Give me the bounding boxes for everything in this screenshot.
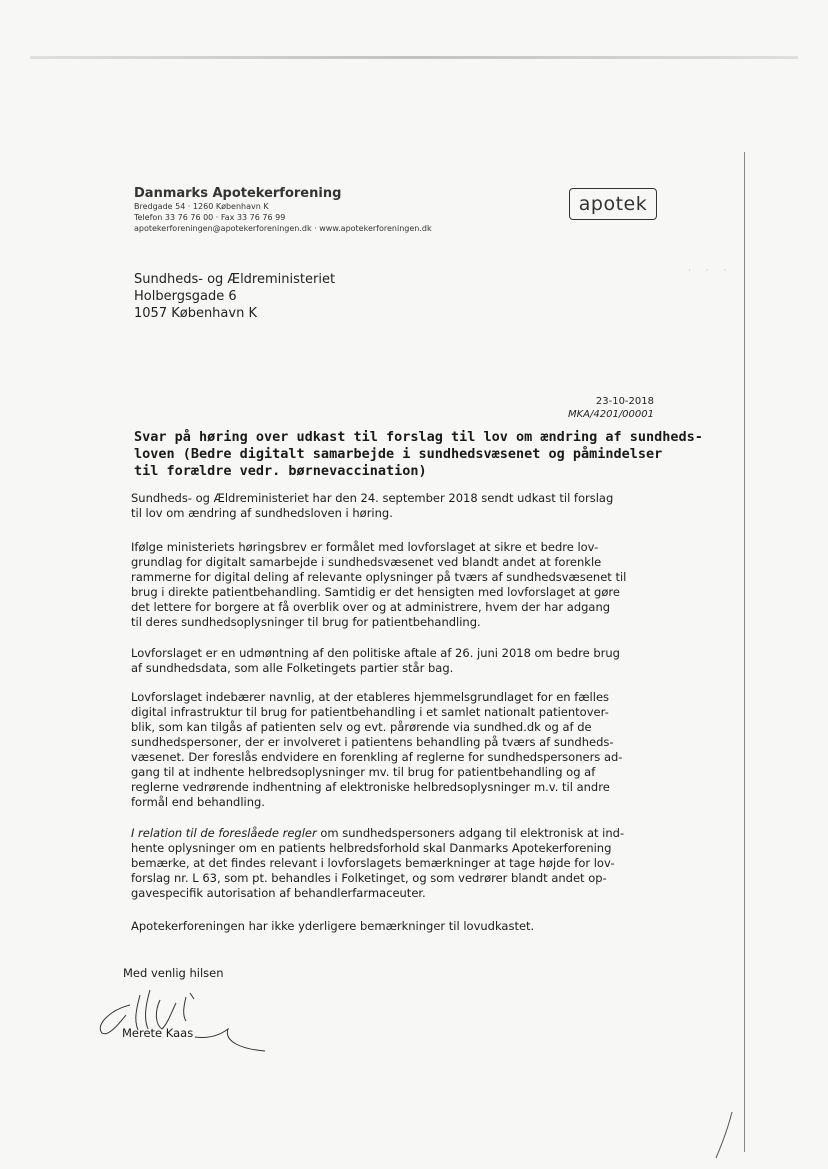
body-line: Apotekerforeningen har ikke yderligere bemærkninger til lovudkastet. bbox=[131, 919, 535, 933]
paragraph-5 bbox=[131, 826, 624, 901]
body-line: rammerne for digital deling af relevante oplysninger på tværs af sundhedsvæsenet til bbox=[131, 570, 627, 584]
body-line: til deres sundhedsoplysninger til brug for patientbehandling. bbox=[131, 615, 481, 629]
body-line: Lovforslaget indebærer navnlig, at der etableres hjemmelsgrundlaget for en fælles bbox=[131, 690, 610, 704]
reference-number: MKA/4201/00001 bbox=[567, 409, 654, 420]
body-line: sundhedspersoner, der er involveret i patientens behandling på tværs af sundheds- bbox=[131, 735, 614, 749]
paragraph-3 bbox=[131, 646, 620, 676]
closing-greeting: Med venlig hilsen bbox=[123, 966, 224, 980]
letter-title bbox=[134, 429, 703, 480]
body-line: gavespecifik autorisation af behandlerfarmaceuter. bbox=[131, 886, 426, 900]
signer-name: Merete Kaas bbox=[122, 1026, 194, 1040]
title-line: til forældre vedr. børnevaccination) bbox=[134, 463, 427, 479]
paragraph-1 bbox=[131, 491, 613, 521]
org-phone: Telefon 33 76 76 00 · Fax 33 76 76 99 bbox=[134, 213, 286, 222]
scan-mark bbox=[710, 1110, 740, 1160]
org-name: Danmarks Apotekerforening bbox=[134, 186, 342, 201]
recipient-line: Holbergsgade 6 bbox=[134, 289, 237, 304]
body-line: forslag nr. L 63, som pt. behandles i Folketinget, og som vedrører blandt andet op- bbox=[131, 871, 607, 885]
body-line: brug i direkte patientbehandling. Samtidig er det hensigten med lovforslaget at gøre bbox=[131, 585, 620, 599]
letter-date: 23-10-2018 bbox=[595, 396, 654, 407]
paper-edge bbox=[744, 152, 745, 1152]
body-line: hente oplysninger om en patients helbredsforhold skal Danmarks Apotekerforening bbox=[131, 841, 612, 855]
recipient-line: 1057 København K bbox=[134, 306, 257, 321]
body-line: Ifølge ministeriets høringsbrev er formålet med lovforslaget at sikre et bedre lov- bbox=[131, 540, 599, 554]
recipient-address bbox=[134, 271, 335, 322]
scan-artifact-top bbox=[30, 56, 798, 59]
letterhead bbox=[134, 186, 432, 234]
body-line: af sundhedsdata, som alle Folketingets partier står bag. bbox=[131, 661, 454, 675]
apotek-logo bbox=[569, 188, 657, 220]
body-line: bemærke, at det findes relevant i lovforslagets bemærkninger at tage højde for lov- bbox=[131, 856, 615, 870]
body-line: grundlag for digitalt samarbejde i sundhedsvæsenet ved blandt andet at forenkle bbox=[131, 555, 602, 569]
recipient-line: Sundheds- og Ældreministeriet bbox=[134, 272, 336, 287]
paragraph-2 bbox=[131, 540, 626, 630]
body-line: Sundheds- og Ældreministeriet har den 24. september 2018 sendt udkast til forslag bbox=[131, 491, 614, 505]
paragraph-4 bbox=[131, 690, 622, 810]
body-line: gang til at indhente helbredsoplysninger mv. til brug for patientbehandling og af bbox=[131, 765, 596, 779]
body-line: reglerne vedrørende indhentning af elektroniske helbredsoplysninger m.v. til andre bbox=[131, 780, 610, 794]
scan-dots: · · · bbox=[688, 266, 733, 276]
body-line: I relation til de foreslåede regler om sundhedspersoners adgang til elektronisk at ind- bbox=[131, 826, 625, 840]
body-line: digital infrastruktur til brug for patientbehandling i et samlet nationalt patientover- bbox=[131, 705, 609, 719]
emphasis-text: I relation til de foreslåede regler bbox=[131, 826, 317, 840]
body-line: Lovforslaget er en udmøntning af den politiske aftale af 26. juni 2018 om bedre brug bbox=[131, 646, 620, 660]
body-line: blik, som kan tilgås af patienten selv og evt. pårørende via sundhed.dk og af de bbox=[131, 720, 592, 734]
body-line: det lettere for borgere at få overblik over og at administrere, hvem der har adgang bbox=[131, 600, 611, 614]
handwritten-signature bbox=[90, 985, 270, 1060]
body-line: til lov om ændring af sundhedsloven i høring. bbox=[131, 506, 393, 520]
body-line: væsenet. Der foreslås endvidere en forenkling af reglerne for sundhedspersoners ad- bbox=[131, 750, 623, 764]
org-contact: apotekerforeningen@apotekerforeningen.dk · www.apotekerforeningen.dk bbox=[134, 224, 432, 233]
title-line: loven (Bedre digitalt samarbejde i sundhedsvæsenet og påmindelser bbox=[134, 446, 663, 462]
paragraph-6 bbox=[131, 919, 534, 934]
title-line: Svar på høring over udkast til forslag til lov om ændring af sundheds- bbox=[134, 429, 703, 445]
org-address: Bredgade 54 · 1260 København K bbox=[134, 202, 269, 211]
body-line: formål end behandling. bbox=[131, 795, 265, 809]
logo-text: apotek bbox=[578, 193, 648, 215]
